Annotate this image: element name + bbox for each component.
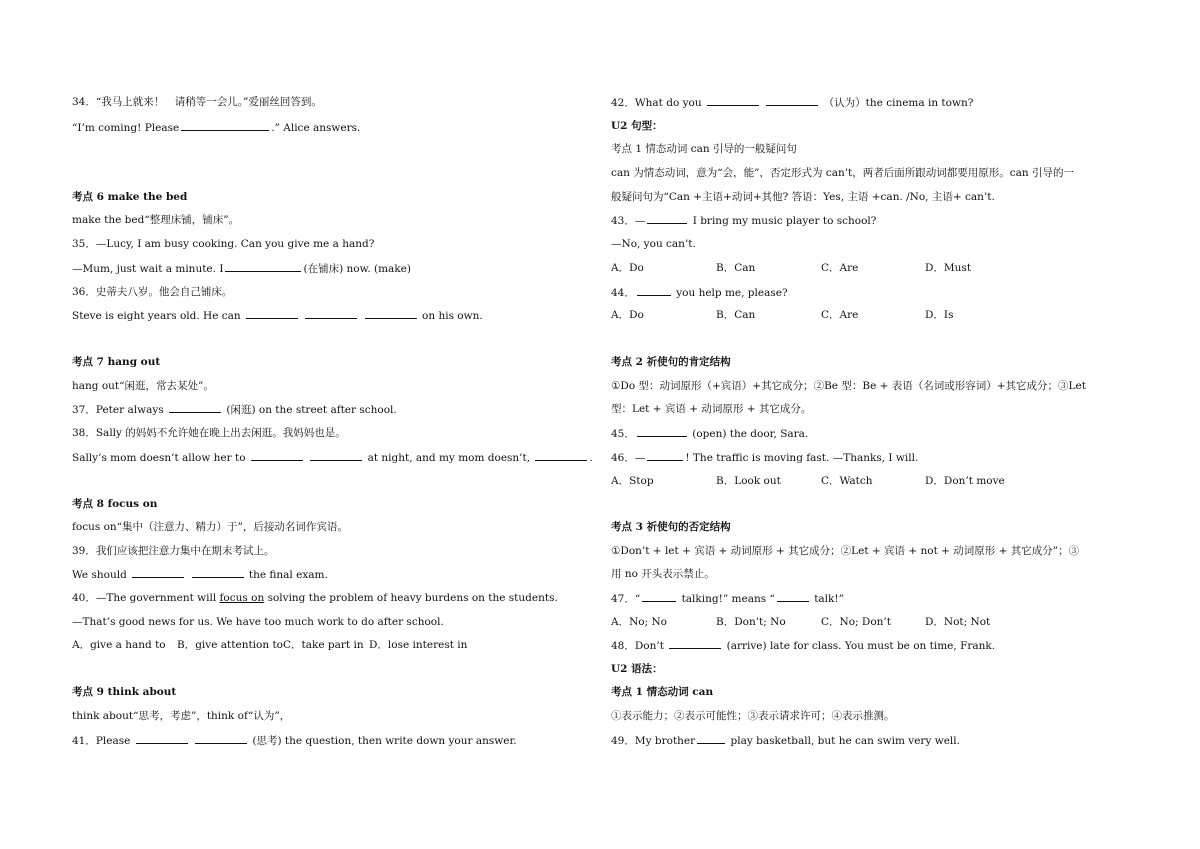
q44-question: 44． you help me, please? [611, 287, 788, 299]
answer-blank[interactable] [136, 733, 188, 744]
answer-blank[interactable] [195, 733, 247, 744]
q35-question: 35．—Lucy, I am busy cooking. Can you give me a hand? [72, 238, 375, 250]
answer-blank[interactable] [535, 450, 587, 461]
option-a[interactable]: A．give a hand to [72, 639, 166, 651]
kp2-desc-2: 型：Let + 宾语 + 动词原形 + 其它成分。 [611, 403, 812, 415]
kp9-title: 考点 9 think about [72, 686, 177, 698]
kp6-desc: make the bed“整理床铺，铺床”。 [72, 214, 240, 226]
kp7-desc: hang out“闲逛，常去某处”。 [72, 380, 214, 392]
kp2-desc-1: ①Do 型：动词原形（+宾语）+其它成分；②Be 型：Be + 表语（名词或形容词）+其它成分；③Let [611, 380, 1086, 392]
answer-blank[interactable] [169, 402, 221, 413]
answer-blank[interactable] [697, 733, 725, 744]
option-b[interactable]: B．Can [716, 262, 756, 274]
q41: 41．Please (思考) the question, then write down your answer. [72, 735, 517, 747]
answer-blank[interactable] [310, 450, 362, 461]
option-a[interactable]: A．Do [611, 262, 644, 274]
answer-blank[interactable] [637, 426, 687, 437]
kp3-title: 考点 3 祈使句的否定结构 [611, 521, 731, 533]
answer-blank[interactable] [642, 591, 676, 602]
q48: 48．Don’t (arrive) late for class. You must be on time, Frank. [611, 640, 996, 652]
option-c[interactable]: C．No; Don’t [821, 616, 891, 628]
q43-options [611, 261, 971, 275]
answer-blank[interactable] [225, 261, 301, 272]
answer-blank[interactable] [365, 308, 417, 319]
q38-chinese: 38．Sally 的妈妈不允许她在晚上出去闲逛。我妈妈也是。 [72, 427, 346, 439]
answer-blank[interactable] [132, 567, 184, 578]
kp1-title: 考点 1 情态动词 can 引导的一般疑问句 [611, 143, 797, 155]
answer-blank[interactable] [669, 638, 721, 649]
option-d[interactable]: D．lose interest in [369, 639, 468, 651]
q35-answer: —Mum, just wait a minute. I (在铺床) now. (make) [72, 263, 411, 275]
q36-english: Steve is eight years old. He can on his own. [72, 310, 483, 322]
q40-question: 40．—The government will focus on solving the problem of heavy burdens on the students. [72, 592, 558, 604]
option-d[interactable]: D．Must [925, 262, 972, 274]
q40-options [72, 638, 467, 652]
q34-english: “I’m coming! Please .” Alice answers. [72, 122, 361, 134]
option-a[interactable]: A．Do [611, 309, 644, 321]
answer-blank[interactable] [647, 213, 687, 224]
kpg1-desc: ①表示能力；②表示可能性；③表示请求许可；④表示推测。 [611, 710, 895, 722]
kp1-desc-1: can 为情态动词，意为“会，能”，否定形式为 can’t，两者后面所跟动词都要用原形。can 引导的一 [611, 167, 1075, 179]
option-b[interactable]: B．give attention to [177, 639, 283, 651]
kpg1-title: 考点 1 情态动词 can [611, 686, 714, 698]
option-d[interactable]: D．Not; Not [925, 616, 991, 628]
q34-chinese: 34．“我马上就来！ 请稍等一会儿。”爱丽丝回答到。 [72, 96, 322, 108]
option-a[interactable]: A．No; No [611, 616, 667, 628]
answer-blank[interactable] [637, 285, 671, 296]
answer-blank[interactable] [766, 95, 818, 106]
answer-blank[interactable] [251, 450, 303, 461]
q38-english: Sally’s mom doesn’t allow her to at night, and my mom doesn’t, . [72, 452, 593, 464]
q36-chinese: 36．史蒂夫八岁。他会自己铺床。 [72, 286, 233, 298]
q39-english: We should the final exam. [72, 569, 328, 581]
q47-options [611, 615, 990, 629]
q43-question: 43．— I bring my music player to school? [611, 215, 877, 227]
kp2-title: 考点 2 祈使句的肯定结构 [611, 356, 731, 368]
kp8-desc: focus on“集中（注意力、精力）于”，后接动名词作宾语。 [72, 521, 348, 533]
option-b[interactable]: B．Don’t; No [716, 616, 786, 628]
q44-options [611, 308, 953, 322]
answer-blank[interactable] [246, 308, 298, 319]
answer-blank[interactable] [181, 120, 269, 131]
option-c[interactable]: C．Watch [821, 475, 873, 487]
kp9-desc: think about“思考，考虑”，think of“认为”， [72, 710, 291, 722]
kp3-desc-2: 用 no 开头表示禁止。 [611, 568, 715, 580]
q47-question: 47．“ talking!” means “ talk!” [611, 593, 844, 605]
option-d[interactable]: D．Is [925, 309, 954, 321]
answer-blank[interactable] [192, 567, 244, 578]
kp3-desc-1: ①Don’t + let + 宾语 + 动词原形 + 其它成分；②Let + 宾语 + not + 动词原形 + 其它成分”；③ [611, 545, 1080, 557]
q39-chinese: 39．我们应该把注意力集中在期末考试上。 [72, 545, 275, 557]
answer-blank[interactable] [777, 591, 809, 602]
option-c[interactable]: C．take part in [283, 639, 364, 651]
kp8-title: 考点 8 focus on [72, 498, 158, 510]
q43-response: —No, you can’t. [611, 238, 696, 250]
answer-blank[interactable] [647, 450, 683, 461]
q42: 42．What do you （认为）the cinema in town? [611, 97, 974, 109]
option-c[interactable]: C．Are [821, 309, 859, 321]
option-d[interactable]: D．Don’t move [925, 475, 1005, 487]
kp6-title: 考点 6 make the bed [72, 191, 188, 203]
u2-grammar-heading: U2 语法： [611, 663, 663, 675]
q40-response: —That’s good news for us. We have too much work to do after school. [72, 616, 444, 628]
q46-question: 46．— ! The traffic is moving fast. —Thanks, I will. [611, 452, 919, 464]
option-b[interactable]: B．Can [716, 309, 756, 321]
answer-blank[interactable] [707, 95, 759, 106]
option-c[interactable]: C．Are [821, 262, 859, 274]
answer-blank[interactable] [305, 308, 357, 319]
u2-pattern-heading: U2 句型： [611, 120, 663, 132]
option-a[interactable]: A．Stop [611, 475, 654, 487]
q37: 37．Peter always (闲逛) on the street after school. [72, 404, 397, 416]
kp1-desc-2: 般疑问句为“Can +主语+动词+其他? 答语：Yes, 主语 +can. /No, 主语+ can’t. [611, 191, 995, 203]
kp7-title: 考点 7 hang out [72, 356, 161, 368]
q46-options [611, 474, 1005, 488]
q49: 49．My brother play basketball, but he can swim very well. [611, 735, 960, 747]
q45: 45． (open) the door, Sara. [611, 428, 809, 440]
option-b[interactable]: B．Look out [716, 475, 781, 487]
